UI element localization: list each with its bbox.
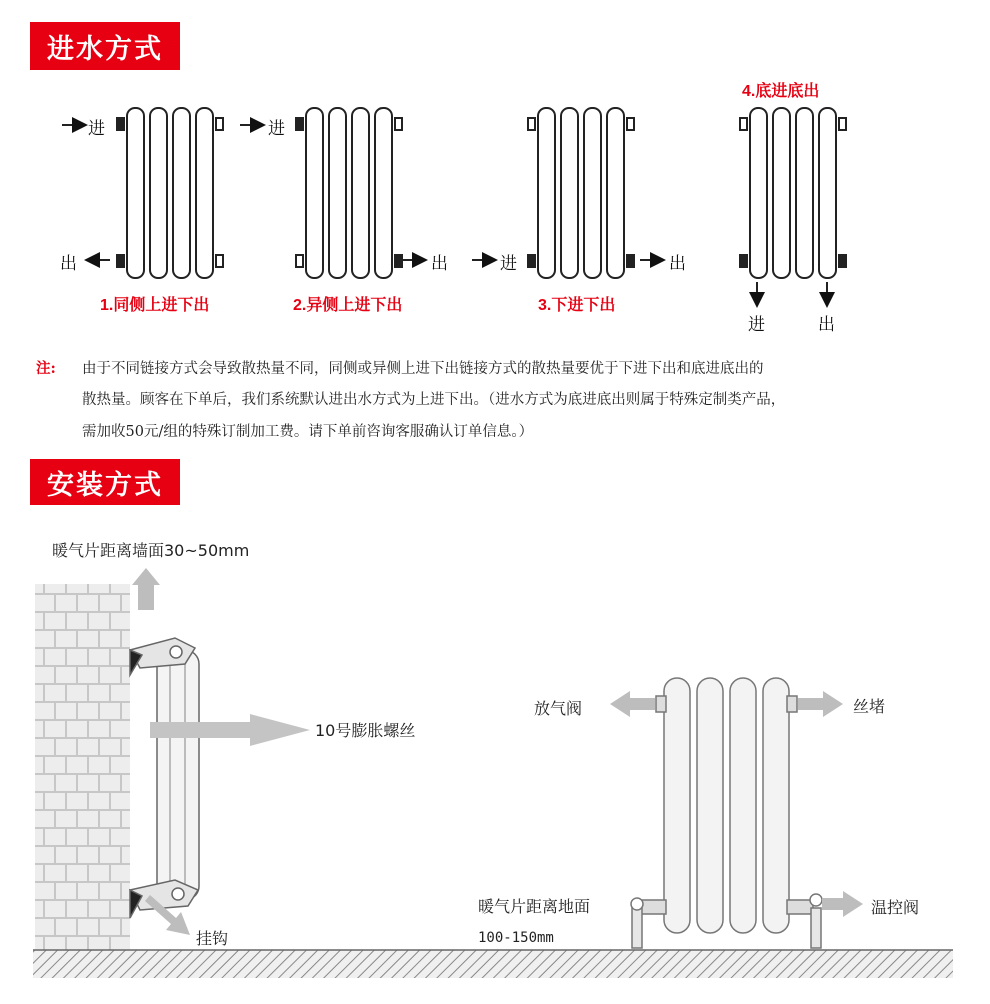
- plug-label: 丝堵: [853, 697, 886, 716]
- outlet-label: 出: [669, 254, 686, 274]
- inlet-label: 进: [88, 119, 105, 139]
- note-tag: 注:: [36, 360, 56, 377]
- wall-distance-label: 暖气片距离墙面30~50mm: [52, 541, 250, 560]
- floor: [33, 950, 953, 978]
- section-title-installation: 安装方式: [30, 459, 180, 505]
- outlet-label: 出: [431, 254, 448, 274]
- inlet-label: 进: [268, 119, 285, 139]
- thermo-valve-label: 温控阀: [871, 898, 920, 917]
- floor-range-label: 100-150mm: [478, 930, 554, 946]
- screw-label: 10号膨胀螺丝: [315, 721, 416, 740]
- caption-diagram-1: 1.同侧上进下出: [100, 297, 210, 314]
- note-line-3: 需加收50元/组的特殊订制加工费。请下单前咨询客服确认订单信息。）: [82, 424, 534, 440]
- hook-label: 挂钩: [196, 929, 229, 948]
- front-radiator: [631, 678, 822, 948]
- caption-diagram-2: 2.异侧上进下出: [293, 297, 403, 314]
- floor-distance-label: 暖气片距离地面: [478, 897, 591, 916]
- radiator-diagram-4: [740, 108, 846, 304]
- thermo-valve-arrow: [822, 891, 863, 917]
- caption-diagram-3: 3.下进下出: [538, 297, 616, 314]
- brick-wall: [35, 584, 130, 950]
- section-title-water-inlet: 进水方式: [30, 22, 180, 70]
- wall-distance-arrow: [132, 568, 160, 610]
- plug-arrow: [798, 691, 843, 717]
- air-valve-label: 放气阀: [534, 699, 583, 718]
- note-line-1: 由于不同链接方式会导致散热量不同，同侧或异侧上进下出链接方式的散热量要优于下进下出和底进底出的: [82, 361, 764, 377]
- inlet-label: 进: [500, 254, 517, 274]
- side-radiator: [130, 638, 199, 918]
- air-valve-arrow: [610, 691, 655, 717]
- caption-diagram-4: 4.底进底出: [742, 83, 820, 100]
- note-line-2: 散热量。顾客在下单后，我们系统默认进出水方式为上进下出。（进水方式为底进底出则属于特殊定制类产品，: [82, 392, 786, 408]
- outlet-label: 出: [60, 254, 77, 274]
- radiator-diagram-1: [62, 108, 223, 278]
- inlet-label: 进: [748, 315, 765, 335]
- outlet-label: 出: [818, 315, 835, 335]
